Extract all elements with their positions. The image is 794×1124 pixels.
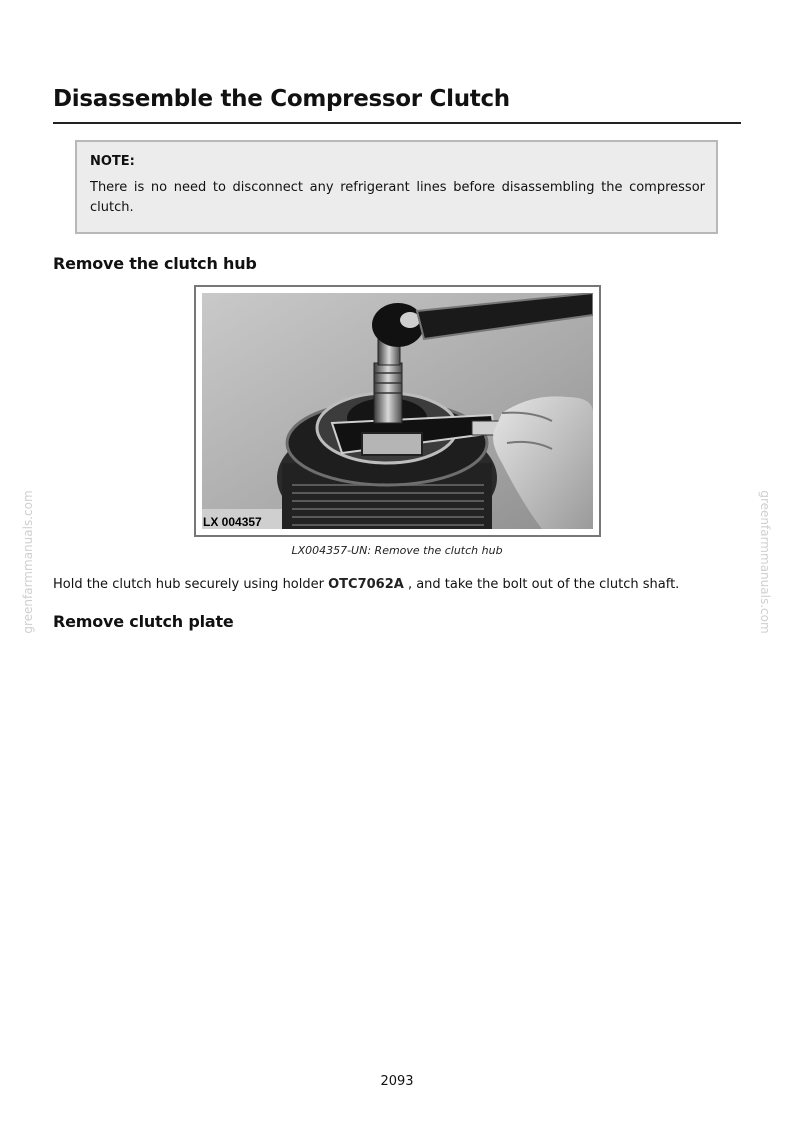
figure-frame [194, 285, 601, 537]
clutch-hub-photo [202, 293, 593, 529]
section-heading-remove-clutch-plate: Remove clutch plate [53, 612, 234, 631]
note-box [75, 140, 718, 234]
figure-id-label: LX 004357 [203, 515, 262, 529]
page-title: Disassemble the Compressor Clutch [53, 86, 510, 112]
watermark-left: greenfarmmanuals.com [21, 490, 35, 634]
figure-caption: LX004357-UN: Remove the clutch hub [291, 544, 503, 557]
tool-link-otc7062a[interactable]: OTC7062A [328, 577, 404, 592]
instruction-text-after: , and take the bolt out of the clutch shaft. [403, 577, 680, 592]
instruction-text [53, 577, 679, 592]
instruction-text-before: Hold the clutch hub securely using holder [53, 577, 329, 592]
note-text: There is no need to disconnect any refrigerant lines before disassembling the compressor clutch. [90, 180, 705, 215]
page-number: 2093 [380, 1074, 414, 1089]
section-heading-remove-clutch-hub: Remove the clutch hub [53, 254, 257, 273]
title-divider [53, 122, 741, 124]
note-label: NOTE: [90, 154, 135, 169]
watermark-right: greenfarmmanuals.com [758, 490, 772, 634]
